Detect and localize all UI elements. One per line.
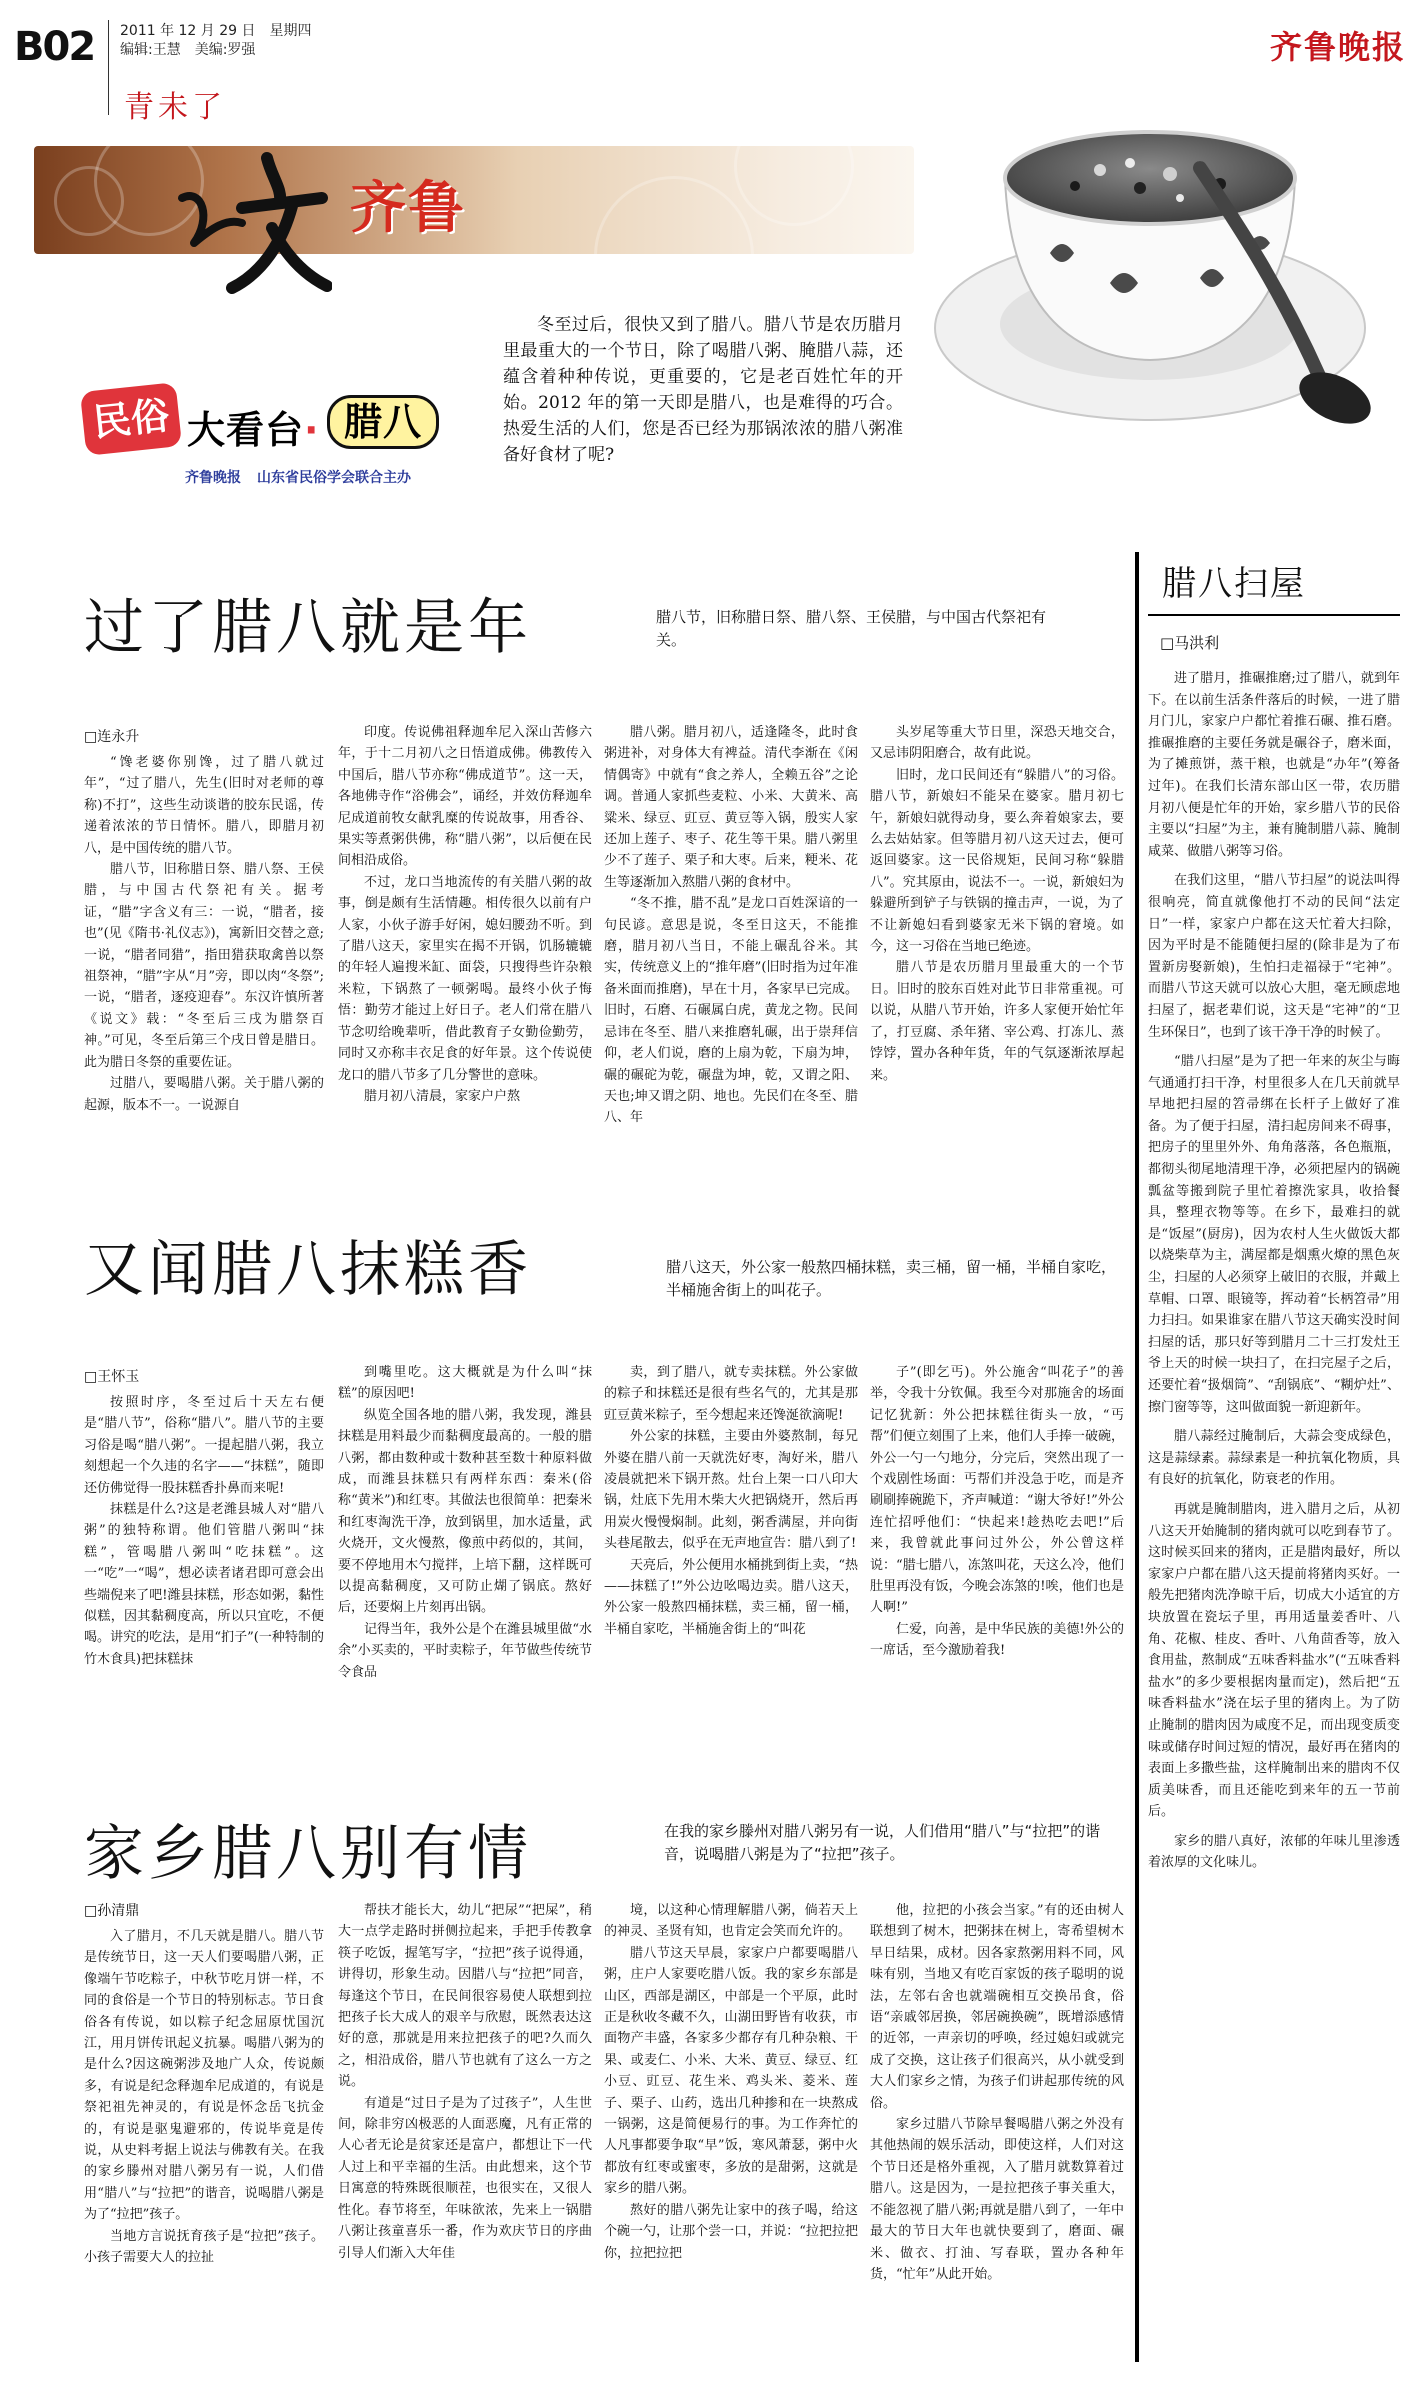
laba-porridge-bowl-illustration [900, 78, 1400, 468]
issue-meta [120, 22, 326, 60]
paragraph: 熬好的腊八粥先让家中的孩子喝，给这个碗一勺，让那个尝一口，并说：“拉把拉把你，拉把拉把 [604, 2202, 858, 2261]
article-1-lede: 腊八节，旧称腊日祭、腊八祭、王侯腊，与中国古代祭祀有关。 [656, 608, 1047, 649]
paragraph: 腊八粥。腊月初八，适逢隆冬，此时食粥进补，对身体大有裨益。清代李渐在《闲情偶寄》中就有“食之养人，全赖五谷”之论调。普通人家抓些麦粒、小米、大黄米、高粱米、绿豆、豇豆、黄豆等入锅，殷实人家还加上莲子、枣子、花生等干果。腊八粥里少不了莲子、栗子和大枣。后来，粳米、花生等逐渐加入熬腊八粥的食材中。 [604, 725, 858, 890]
paragraph: 旧时，龙口民间还有“躲腊八”的习俗。腊八节，新娘妇不能呆在婆家。腊月初七午，新娘妇就得动身，要么奔着娘家去，要么去姑姑家。但等腊月初八这天过去，便可返回婆家。这一民俗规矩，民间习称“躲腊八”。究其原由，说法不一。一说，新娘妇为躲避所到铲子与铁锅的撞击声，一说，为了不让新媳妇看到婆家无米下锅的窘境。如今，这一习俗在当地已绝迹。 [870, 767, 1124, 955]
paragraph: 不过，龙口当地流传的有关腊八粥的故事，倒是颇有生活情趣。相传很久以前有户人家，小伙子游手好闲，媳妇腰劲不听。到了腊八这天，家里实在揭不开锅，饥肠辘辘的年轻人遍搜米缸、面袋，只搜得些许杂粮米粒，下锅熬了一顿粥喝。最终小伙子悔悟：勤劳才能过上好日子。老人们常在腊八节念叨给晚辈听，借此教育子女勤俭勤劳，同时又亦称丰衣足食的好年景。这个传说使龙口的腊八节多了几分警世的意味。 [338, 874, 592, 1083]
column-banner [34, 146, 914, 254]
article-2-column-4 [870, 1362, 1124, 1804]
column-text [84, 1392, 324, 1670]
issue-weekday: 星期四 [269, 23, 312, 39]
badge-dot: · [304, 408, 320, 452]
column-text [604, 1362, 858, 1640]
header-divider [108, 20, 109, 115]
sidebar-text [1148, 668, 1400, 1874]
page-code: B02 [14, 24, 95, 70]
paragraph: “馋老婆你别馋，过了腊八就过年”，“过了腊八，先生(旧时对老师的尊称)不打”，这些生动谈谐的胶东民谣，传递着浓浓的节日情怀。腊八，即腊月初八，是中国传统的腊八节。 [84, 755, 324, 856]
badge-cohost-line [185, 467, 427, 487]
renwen-calligraphy-mark [172, 148, 332, 298]
minsu-badge: 民俗 [80, 382, 182, 456]
column-text [338, 1900, 592, 2264]
article-3-column-4 [870, 1900, 1124, 2366]
paragraph: 在我们这里，“腊八节扫屋”的说法叫得很响亮，简直就像他打不动的民间“法定日”一样，家家户户都在这天忙着大扫除，因为平时是不能随便扫屋的(除非是为了布置新房娶新娘)，生怕扫走福禄于“宅神”。而腊八节这天就可以放心大胆，毫无顾虑地扫屋了，据老辈们说，这天是“宅神”的“卫生环保日”，也到了该干净干净的时候了。 [1148, 873, 1400, 1040]
paragraph: 他，拉把的小孩会当家。”有的还由树人联想到了树木，把粥抹在树上，寄希望树木早日结果，成材。因各家熬粥用料不同，风味有别，当地又有吃百家饭的孩子聪明的说法，左邻右舍也就端碗相互交换吊食，俗语“亲戚邻居换，邻居碗换碗”，既增添感情的近邻，一声亲切的呼唤，经过媳妇或就完成了交换，这让孩子们很高兴，从小就受到大人们家乡之情，为孩子们讲起那传统的风俗。 [870, 1903, 1124, 2111]
paragraph: 境，以这种心情理解腊八粥，倘若天上的神灵、圣贤有知，也肯定会笑而允许的。 [604, 1903, 858, 1940]
paragraph: 子”(即乞丐)。外公施舍“叫花子”的善举，令我十分钦佩。我至今对那施舍的场面记忆犹新：外公把抹糕往街头一放，“丐帮”们便立刻围了上来，他们人手捧一破碗，外公一勺一勺地分，分完后，突然出现了一个戏剧性场面：丐帮们并没急于吃，而是齐刷刷捧碗跪下，齐声喊道：“谢大爷好!”外公连忙招呼他们：“快起来!趁热吃去吧!”后来，我曾就此事问过外公，外公曾这样说：“腊七腊八，冻煞叫花，天这么冷，他们肚里再没有饭，今晚会冻煞的!唉，他们也是人啊!” [870, 1365, 1124, 1616]
paragraph: 纵览全国各地的腊八粥，我发现，潍县抹糕是用料最少而黏稠度最高的。一般的腊八粥，都由数种或十数种甚至数十种原料做成，而潍县抹糕只有两样东西：秦米(俗称“黄米”)和红枣。其做法也很简单：把秦米和红枣淘洗干净，放到锅里，加水适量，武火烧开，文火慢熬，像煎中药似的，其间，要不停地用木勺搅拌，上培下翻，这样既可以提高黏稠度，又可防止煳了锅底。熬好后，还要焖上片刻再出锅。 [338, 1407, 592, 1616]
article-3-title: 家乡腊八别有情 [84, 1819, 532, 1889]
paragraph: 头岁尾等重大节日里，深恐天地交合，又忌讳阴阳磨合，故有此说。 [870, 725, 1124, 762]
article-3-byline: □孙清鼎 [84, 1903, 140, 1919]
feature-intro: 冬至过后，很快又到了腊八。腊八节是农历腊月里最重大的一个节日，除了喝腊八粥、腌腊八蒜，还蕴含着种种传说，更重要的，它是老百姓忙年的开始。2012 年的第一天即是腊八，也是难得的巧合。热爱生活的人们，您是否已经为那锅浓浓的腊八粥准备好食材了呢? [503, 315, 903, 465]
paragraph: 外公家的抹糕，主要由外婆熬制，每兄外婆在腊八前一天就洗好枣，淘好米，腊八凌晨就把米下锅开熬。灶台上架一口八印大锅，灶底下先用木柴大火把锅烧开，然后再用炭火慢慢焖制。此刻，粥香满屋，并向街头巷尾散去，似乎在无声地宣告：腊八到了! [604, 1429, 858, 1552]
paragraph: 卖，到了腊八，就专卖抹糕。外公家做的粽子和抹糕还是很有些名气的，尤其是那豇豆黄米粽子，至今想起来还馋涎欲滴呢! [604, 1365, 858, 1423]
sidebar-title: 腊八扫屋 [1162, 564, 1306, 604]
paragraph: 腊八蒜经过腌制后，大蒜会变成绿色，这是蒜绿素。蒜绿素是一种抗氧化物质，具有良好的抗氧化，防衰老的作用。 [1148, 1429, 1400, 1488]
article-2-column-2 [338, 1362, 592, 1804]
paragraph: 再就是腌制腊肉，进入腊月之后，从初八这天开始腌制的猪肉就可以吃到春节了。这时候买回来的猪肉，正是腊肉最好，所以家家户户都在腊八这天提前将猪肉买好。一般先把猪肉洗净晾干后，切成大小适宜的方块放置在瓷坛子里，再用适量姜香叶、八角、花椒、桂皮、香叶、八角茴香等，放入食用盐，熬制成“五味香料盐水”(“五味香料盐水”的多少要根据肉量而定)，然后把“五味香料盐水”浇在坛子里的猪肉上。为了防止腌制的腊肉因为咸度不足，而出现变质变味或储存时间过短的情况，最好再在猪肉的表面上多撒些盐，这样腌制出来的腊肉不仅质美味香，而且还能吃到来年的五一节前后。 [1148, 1501, 1400, 1820]
article-2-lede: 腊八这天，外公家一般熬四桶抹糕，卖三桶，留一桶，半桶自家吃，半桶施舍街上的叫花子。 [666, 1258, 1117, 1299]
column-text [604, 722, 858, 1129]
issue-date: 2011 年 12 月 29 日 [120, 23, 256, 39]
badge-laba: 腊八 [327, 395, 439, 449]
column-text [870, 1900, 1124, 2285]
badge-paper: 齐鲁晚报 [185, 470, 241, 486]
paragraph: 天亮后，外公便用水桶挑到街上卖，“热——抹糕了!”外公边吆喝边卖。腊八这天，外公家一般熬四桶抹糕，卖三桶，留一桶，半桶自家吃，半桶施舍街上的“叫花 [604, 1557, 858, 1637]
column-badge [83, 383, 483, 493]
paragraph: 腊月初八清晨，家家户户熬 [364, 1088, 521, 1104]
designer-credit: 美编:罗强 [194, 42, 256, 58]
column-text [604, 1900, 858, 2264]
article-1-title: 过了腊八就是年 [84, 593, 532, 663]
article-1-column-2 [338, 722, 592, 1228]
brand-logo: 齐鲁晚报 [1270, 28, 1407, 66]
paragraph: 腊八节，旧称腊日祭、腊八祭、王侯腊，与中国古代祭祀有关。据考证，“腊”字含义有三：一说，“腊者，接也”(见《隋书·礼仪志》)，寓新旧交替之意;一说，“腊者同猎”，指田猎获取禽兽以祭祖祭神，“腊”字从“月”旁，即以肉“冬祭”;一说，“腊者，逐疫迎春”。东汉许慎所著《说文》载：“冬至后三戌为腊祭百神。”可见，冬至后第三个戌日曾是腊日。此为腊日冬祭的重要佐证。 [84, 862, 324, 1070]
paragraph: 当地方言说抚育孩子是“拉把”孩子。小孩子需要大人的拉扯 [84, 2228, 324, 2266]
paragraph: “腊八扫屋”是为了把一年来的灰尘与晦气通通打扫干净，村里很多人在几天前就早早地把扫屋的笤帚绑在长杆子上做好了准备。为了便于扫屋，清扫起房间来不碍事，把房子的里里外外、角角落落，各色瓶瓶，都彻头彻尾地清理干净，必须把屋内的锅碗瓢盆等搬到院子里忙着擦洗家具，收拾餐具，整理衣物等等。在乡下，最难扫的就是“饭屋”(厨房)，因为农村人生火做饭大都以烧柴草为主，满屋都是烟熏火燎的黑色灰尘，扫屋的人必须穿上破旧的衣服，并戴上草帽、口罩、眼镜等，挥动着“长柄笤帚”用力扫扫。如果谁家在腊八节这天确实没时间扫屋的话，那只好等到腊月二十三打发灶王爷上天的时候一块扫了，在扫完屋子之后，还要忙着“扱烟筒”、“刮锅底”、“糊炉灶”、擦门窗等等，这叫做面貌一新迎新年。 [1148, 1054, 1400, 1415]
article-2-column-1 [84, 1392, 324, 1804]
sidebar-byline: □马洪利 [1160, 634, 1220, 652]
paragraph: 仁爱，向善，是中华民族的美德!外公的一席话，至今激励着我! [870, 1621, 1124, 1659]
paragraph: 腊八节这天早晨，家家户户都要喝腊八粥，庄户人家要吃腊八饭。我的家乡东部是山区，西部是湖区，中部是一个平原，此时正是秋收冬藏不久，山湖田野皆有收获，市面物产丰盛，各家多少都存有几种杂粮、干果、或麦仁、小米、大米、黄豆、绿豆、红小豆、豇豆、花生米、鸡头米、菱米、莲子、栗子、山药，选出几种掺和在一块熬成一锅粥，这是简便易行的事。为工作奔忙的人凡事都要争取“早”饭，寒风萧瑟，粥中火都放有红枣或蜜枣，多放的是甜粥，这就是家乡的腊八粥。 [604, 1945, 858, 2197]
paragraph: 家乡的腊八真好，浓郁的年味儿里渗透着浓厚的文化味儿。 [1148, 1833, 1400, 1871]
article-3-column-2 [338, 1900, 592, 2366]
article-2-column-3 [604, 1362, 858, 1804]
paragraph: 家乡过腊八节除早餐喝腊八粥之外没有其他热闹的娱乐活动，即使这样，人们对这个节日还是格外重视，入了腊月就数算着过腊八。这是因为，一是拉把孩子事关重大，不能忽视了腊八粥;再就是腊八到了，一年中最大的节日大年也就快要到了，磨面、碾米、做衣、打油、写春联，置办各种年货，“忙年”从此开始。 [870, 2117, 1124, 2282]
section-title: 青未了 [124, 90, 226, 125]
article-2-title: 又闻腊八抹糕香 [84, 1235, 532, 1305]
column-text [84, 1926, 324, 2269]
paragraph: 过腊八，要喝腊八粥。关于腊八粥的起源，版本不一。一说源自 [84, 1076, 324, 1113]
sidebar-rule [1135, 552, 1139, 2362]
badge-title-main: 大看台 [187, 408, 305, 452]
article-1-column-4 [870, 722, 1124, 1228]
paragraph: 印度。传说佛祖释迦牟尼入深山苦修六年，于十二月初八之日悟道成佛。佛教传入中国后，腊八节亦称“佛成道节”。这一天，各地佛寺作“浴佛会”，诵经，并效仿释迦牟尼成道前牧女献乳糜的传说故事，用香谷、果实等煮粥供佛，称“腊八粥”，以后便在民间相沿成俗。 [338, 725, 592, 869]
column-text [84, 752, 324, 1116]
article-3-lede: 在我的家乡滕州对腊八粥另有一说，人们借用“腊八”与“拉把”的谐音，说喝腊八粥是为了“拉把”孩子。 [664, 1822, 1101, 1863]
column-text [338, 1362, 592, 1683]
column-text [338, 722, 592, 1107]
editor-credit: 编辑:王慧 [120, 42, 181, 58]
paragraph: 按照时序，冬至过后十天左右便是“腊八节”，俗称“腊八”。腊八节的主要习俗是喝“腊八粥”。一提起腊八粥，我立刻想起一个久违的名字——“抹糕”，随即还仿佛觉得一股抹糕香扑鼻而来呢! [84, 1395, 324, 1496]
column-text [870, 722, 1124, 1086]
paragraph: 进了腊月，推碾推磨;过了腊八，就到年下。在以前生活条件落后的时候，一进了腊月门儿，家家户户都忙着推石碾、推石磨。推碾推磨的主要任务就是碾谷子，磨米面，为了摊煎饼，蒸干粮，也就是“办年”(筹备过年)。在我们长清东部山区一带，农历腊月初八便是忙年的开始，家乡腊八节的民俗主要以“扫屋”为主，兼有腌制腊八蒜、腌制咸菜、做腊八粥等习俗。 [1148, 671, 1400, 859]
paragraph: 抹糕是什么?这是老潍县城人对“腊八粥”的独特称谓。他们管腊八粥叫“抹糕”，管喝腊八粥叫“吃抹糕”。这一“吃”一“喝”，想必读者诸君即可意会出些端倪来了吧!潍县抹糕，形态如粥，黏性似糕，因其黏稠度高，所以只宜吃，不便喝。讲究的吃法，是用“扪子”(一种特制的竹木食具)把抹糕抹 [84, 1502, 324, 1667]
paragraph: 记得当年，我外公是个在潍县城里做“水余”小买卖的，平时卖粽子，年节做些传统节令食品 [338, 1621, 592, 1680]
paragraph: 有道是“过日子是为了过孩子”，人生世间，除非穷凶极恶的人面恶魔，凡有正常的人心者无论是贫家还是富户，都想让下一代人过上和平幸福的生活。由此想来，这个节日寓意的特殊既很顺茬，也很实在，又很人性化。春节将至，年味欲浓，先来上一锅腊八粥让孩童喜乐一番，作为欢庆节日的序曲引导人们渐入大年佳 [338, 2095, 592, 2261]
badge-title [187, 399, 319, 454]
badge-cohost: 山东省民俗学会联合主办 [257, 470, 411, 486]
paragraph: 入了腊月，不几天就是腊八。腊八节是传统节日，这一天人们要喝腊八粥，正像端午节吃粽子，中秋节吃月饼一样，不同的食俗是一个节日的特别标志。节日食俗各有传说，如以粽子纪念屈原忧国沉江，用月饼传讯起义抗暴。喝腊八粥为的是什么?因这碗粥涉及地广人众，传说颇多，有说是纪念释迦牟尼成道的，有说是祭祀祖先神灵的，有说是怀念岳飞抗金的，有说是驱鬼避邪的，传说毕竟是传说，从史料考据上说法与佛教有关。在我的家乡滕州对腊八粥另有一说，人们借用“腊八”与“拉把”的谐音，说喝腊八粥是为了“拉把”孩子。 [84, 1929, 324, 2223]
paragraph: 到嘴里吃。这大概就是为什么叫“抹糕”的原因吧! [338, 1365, 592, 1402]
article-3-column-1 [84, 1926, 324, 2366]
sidebar-title-underline [1148, 614, 1400, 616]
article-1-column-1 [84, 752, 324, 1228]
paragraph: 帮扶才能长大，幼儿“把尿”“把屎”，稍大一点学走路时拼侧拉起来，手把手传教拿筷子吃饭，握笔写字，“拉把”孩子说得通，讲得切，形象生动。因腊八与“拉把”同音，每逢这个节日，在民间很容易使人联想到拉把孩子长大成人的艰辛与欣慰，既然表达这好的意，那就是用来拉把孩子的吧?久而久之，相沿成俗，腊八节也就有了这么一方之说。 [338, 1903, 592, 2090]
column-text [870, 1362, 1124, 1662]
paragraph: “冬不推，腊不乱”是龙口百姓深谙的一句民谚。意思是说，冬至日这天，不能推磨，腊月初八当日，不能上碾乱谷米。其实，传统意义上的“推年磨”(旧时指为过年准备米面而推磨)，早在十月，各家早已完成。旧时，石磨、石碾属白虎，黄龙之物。民间忌讳在冬至、腊八来推磨轧碾，出于崇拜信仰，老人们说，磨的上扇为乾，下扇为坤，碾的碾砣为乾，碾盘为坤，乾，又谓之阳、天也;坤又谓之阴、地也。先民们在冬至、腊八、年 [604, 896, 858, 1126]
sidebar-body [1148, 668, 1400, 2358]
article-3-column-3 [604, 1900, 858, 2366]
article-2-byline: □王怀玉 [84, 1369, 140, 1385]
article-1-byline: □连永升 [84, 729, 140, 745]
article-1-column-3 [604, 722, 858, 1228]
qilu-wordmark: 齐鲁 [350, 175, 466, 241]
paragraph: 腊八节是农历腊月里最重大的一个节日。旧时的胶东百姓对此节日非常重视。可以说，从腊八节开始，许多人家便开始忙年了，打豆腐、杀年猪、宰公鸡、打冻儿、蒸饽饽，置办各种年货，年的气氛逐渐浓厚起来。 [870, 960, 1124, 1083]
